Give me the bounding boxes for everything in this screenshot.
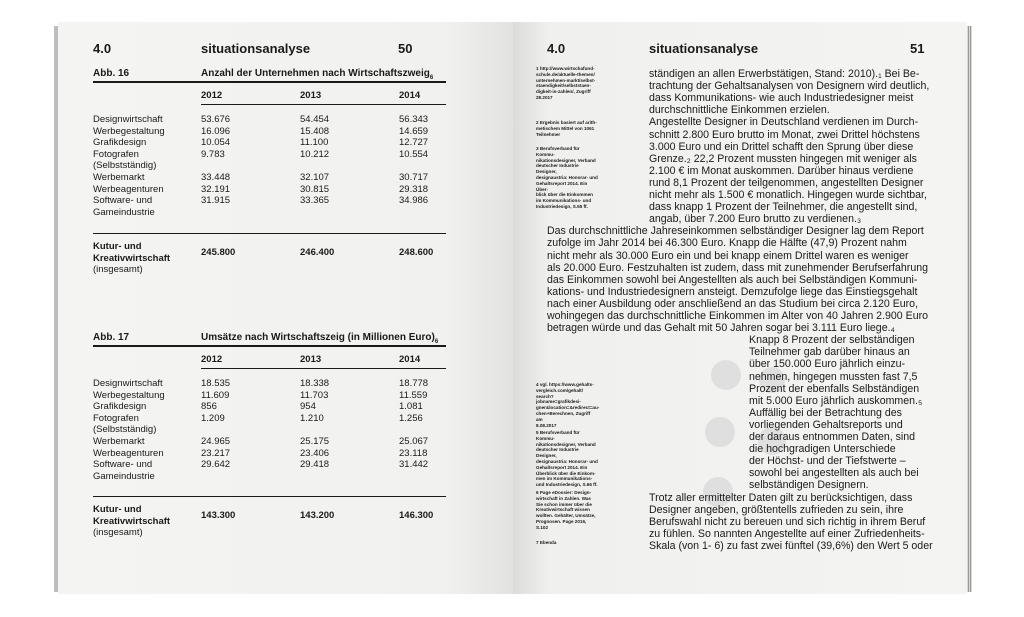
table-cell: 9.783 xyxy=(201,148,225,160)
total-label: Kutur- und xyxy=(93,241,142,252)
row-label: Grafikdesign xyxy=(93,137,147,149)
figure-title: Anzahl der Unternehmen nach Wirtschaftszweig$_6$ xyxy=(201,68,434,81)
footnote: 1 http://www.wirtschafund- schule.de/aktuelle-themen/ unternehmen-markt/selbst- staendigkeit/selbststaen- digkeit-in-zahlen/, Zugriff 28.2017 xyxy=(536,66,596,100)
row-label: Fotografen xyxy=(93,412,139,424)
table-cell: 14.659 xyxy=(399,125,429,137)
footnote: 7 Ebenda xyxy=(536,540,557,545)
row-label: (Selbstständig) xyxy=(93,424,157,436)
row-label: Software- und xyxy=(93,195,153,207)
footnote: 4 vgl. https://www.gehalts- vergleich.com/gehalt/ search?jobname=grafikdesi- gner&location=&redirect=au- chen+Berechnen, Zugriff am 8.08.2017 xyxy=(536,382,600,428)
row-label: Designwirtschaft xyxy=(93,378,163,389)
footnote: 5 Berufsverband für Kommu- nikationsdesigner, Verband deutscher Industrie Designer, designaustria: Honorar- und Gehaltsreport 2014. Ein Überblick über die Einkom- men im Kommunikations- und Industriedesign, S.66 ff. xyxy=(536,430,598,488)
table-cell: 23.118 xyxy=(399,447,428,459)
body-line: nach einer Ausbildung oder anschließend an das Studium bei circa 2.120 Euro, xyxy=(547,297,919,310)
table-cell: 11.703 xyxy=(300,389,329,401)
table-cell: 23.406 xyxy=(300,447,330,459)
body-line: durchschnittliche Einkommen erzielen. xyxy=(649,104,830,117)
body-line: über 150.000 Euro jährlich einzu- xyxy=(749,358,906,371)
table-cell: 25.067 xyxy=(399,436,429,447)
table-cell: 16.096 xyxy=(201,125,231,137)
row-label: Designwirtschaft xyxy=(93,114,163,125)
body-line: rund 8,1 Prozent der teilgenommen, angestellten Designer xyxy=(649,176,924,189)
body-line: kations- und Industriedesignern ansteigt. Demzufolge liege das Einstiegsgehalt xyxy=(547,285,918,298)
row-label: Werbegestaltung xyxy=(93,389,165,401)
table-cell: 30.717 xyxy=(399,172,429,183)
body-line: Knapp 8 Prozent der selbständigen xyxy=(749,334,915,347)
figure-label: Abb. 16 xyxy=(93,68,130,79)
body-line: selbständigen Designern. xyxy=(749,479,869,492)
body-line: Teilnehmer gab darüber hinaus an xyxy=(749,346,910,359)
table-cell: 29.418 xyxy=(300,459,330,471)
table-cell: 33.448 xyxy=(201,172,231,183)
figure-label: Abb. 17 xyxy=(93,332,130,343)
total-value: 245.800 xyxy=(201,247,236,258)
table-cell: 25.175 xyxy=(300,436,330,447)
table-cell: 54.454 xyxy=(300,114,330,125)
table-cell: 856 xyxy=(201,401,217,413)
table-cell: 11.559 xyxy=(399,389,428,401)
row-label: Software- und xyxy=(93,459,153,471)
body-line: Angestellte Designer in Deutschland verdienen im Durch- xyxy=(649,116,919,129)
total-value: 248.600 xyxy=(399,247,434,258)
body-line: nicht mehr als 1.500 € monatlich. Hingegen wurde sichtbar, xyxy=(649,189,927,201)
table-rule xyxy=(93,496,446,497)
body-line: sowohl bei angestellten als auch bei xyxy=(749,467,919,480)
table-cell: 29.642 xyxy=(201,459,231,471)
left-page xyxy=(58,22,513,594)
table-cell: 33.365 xyxy=(300,195,330,207)
row-label: Werbemarkt xyxy=(93,436,145,447)
body-line: das Einkommen sowohl bei Angestellten als auch bei Selbständigen Kommuni- xyxy=(547,273,918,286)
body-line: betragen würde und das Gehalt mit 50 Jahren sogar bei 3.111 Euro liege.₄ xyxy=(547,322,895,335)
body-line: Designer angeben, größtentells zufrieden zu sein, ihre xyxy=(649,503,904,516)
row-label: Werbegestaltung xyxy=(93,125,165,137)
body-line: zu fühlen. So nannten Angestellte auf einer Zufriedenheits- xyxy=(649,527,925,540)
table-cell: 11.609 xyxy=(201,389,230,401)
body-line: nicht mehr als 30.000 Euro ein und bei knapp einem Drittel waren es weniger xyxy=(547,249,909,262)
table-cell: 31.915 xyxy=(201,195,231,207)
decorative-circle xyxy=(705,417,735,447)
table-cell: 30.815 xyxy=(300,183,330,195)
table-cell: 954 xyxy=(300,401,316,413)
total-label: Kreativwirtschaft xyxy=(93,252,171,264)
table-cell: 11.100 xyxy=(300,137,329,149)
body-line: trachtung der Gehaltsanalysen von Designern wird deutlich, xyxy=(649,80,930,93)
total-value: 143.300 xyxy=(201,510,236,521)
table-cell: 1.210 xyxy=(300,412,324,424)
body-line: ständigen an allen Erwerbstätigen, Stand: 2010).₁ Bei Be- xyxy=(649,68,920,80)
body-line: dass Kommunikations- wie auch Industriedesigner meist xyxy=(649,92,914,105)
body-line: wohingegen das durchschnittliche Einkommen im Alter von 40 Jahren 2.900 Euro xyxy=(547,310,929,322)
total-label: (insgesamt) xyxy=(93,527,143,539)
table-cell: 32.191 xyxy=(201,183,231,195)
table-cell: 34.986 xyxy=(399,195,429,207)
table-rule xyxy=(93,233,446,234)
body-line: 3.000 Euro und ein Drittel schafft den Sprung über diese xyxy=(649,140,914,153)
body-line: Prozent der ebenfalls Selbständigen xyxy=(749,382,920,395)
chapter-number: 4.0 xyxy=(547,41,566,56)
body-line: schnitt 2.800 Euro brutto im Monat, zwei Drittel höchstens xyxy=(649,128,920,141)
table-rule xyxy=(93,345,446,347)
row-label: (Selbstständig) xyxy=(93,160,157,172)
column-header-2012: 2012 xyxy=(201,354,223,365)
column-header-2013: 2013 xyxy=(300,354,322,365)
total-label: (insgesamt) xyxy=(93,264,143,276)
table-cell: 1.256 xyxy=(399,412,423,424)
column-header-2014: 2014 xyxy=(399,354,421,365)
table-rule xyxy=(93,81,446,83)
open-book xyxy=(58,22,967,594)
body-line: nehmen, hingegen mussten fast 7,5 xyxy=(749,370,918,383)
body-line: Berufswahl nicht zu bereuen und sich richtig in ihrem Beruf xyxy=(649,515,926,528)
table-cell: 1.081 xyxy=(399,401,423,413)
table-cell: 10.212 xyxy=(300,148,330,160)
table-cell: 15.408 xyxy=(300,125,330,137)
table-cell: 56.343 xyxy=(399,114,429,125)
row-label: Gameindustrie xyxy=(93,206,155,218)
running-header: situationsanalyse xyxy=(649,41,759,56)
table-cell: 10.554 xyxy=(399,148,429,160)
column-header-2013: 2013 xyxy=(300,90,322,101)
table-cell: 31.442 xyxy=(399,459,429,471)
total-value: 143.200 xyxy=(300,510,335,521)
total-label: Kutur- und xyxy=(93,504,142,515)
chapter-number: 4.0 xyxy=(93,41,112,56)
decorative-circle xyxy=(711,360,741,390)
column-header-2012: 2012 xyxy=(201,90,223,101)
table-rule xyxy=(201,368,446,369)
running-header: situationsanalyse xyxy=(201,41,311,56)
body-line: mit 5.000 Euro jährlich auskommen.₅ xyxy=(749,394,923,407)
total-label: Kreativwirtschaft xyxy=(93,515,171,527)
body-line: angab, über 7.200 Euro brutto zu verdienen.₃ xyxy=(649,213,862,226)
body-line: Trotz aller ermittelter Daten gilt zu berücksichtigen, dass xyxy=(649,491,913,504)
table-cell: 53.676 xyxy=(201,114,231,125)
body-line: dass knapp 1 Prozent der Teilnehmer, die angestellt sind, xyxy=(649,201,918,214)
page-number: 50 xyxy=(398,41,413,56)
table-cell: 24.965 xyxy=(201,436,231,447)
page-number: 51 xyxy=(910,41,925,56)
row-label: Werbeagenturen xyxy=(93,183,164,195)
table-cell: 29.318 xyxy=(399,183,429,195)
table-cell: 18.338 xyxy=(300,378,330,389)
table-cell: 18.535 xyxy=(201,378,231,389)
row-label: Gameindustrie xyxy=(93,470,155,482)
table-cell: 18.778 xyxy=(399,378,429,389)
body-line: Grenze.₂ 22,2 Prozent mussten hingegen mit weniger als xyxy=(649,152,917,165)
footnote: 2 Ergebnis basiert auf arith- metischem Mittel von 1061 Teilnehmer xyxy=(536,120,597,137)
footnote: 3 Berufsverband für Kommu- nikationsdesigner, Verband deutscher Industrie Designer, designaustria: Honorar- und Gehaltsreport 2014. Ein Über- blick über die Einkommen im Kommunikations- und Industriedesign, S.55 ff. xyxy=(536,146,598,209)
body-line: der Höchst- und der Tiefstwerte – xyxy=(749,455,906,468)
row-label: Grafikdesign xyxy=(93,401,147,413)
table-rule xyxy=(201,104,446,105)
row-label: Werbeagenturen xyxy=(93,447,164,459)
table-cell: 12.727 xyxy=(399,137,429,149)
body-line: der daraus entnommen Daten, sind xyxy=(749,431,916,443)
table-cell: 32.107 xyxy=(300,172,330,183)
column-header-2014: 2014 xyxy=(399,90,421,101)
body-line: vorliegenden Gehaltsreports und xyxy=(749,418,903,431)
table-cell: 23.217 xyxy=(201,447,231,459)
table-cell: 1.209 xyxy=(201,412,225,424)
body-line: Das durchschnittliche Jahreseinkommen selbständiger Designer lag dem Report xyxy=(547,225,924,238)
total-value: 146.300 xyxy=(399,510,434,521)
row-label: Werbemarkt xyxy=(93,172,145,183)
body-line: 2.100 € im Monat auskommen. Darüber hinaus verdiene xyxy=(649,164,914,177)
total-value: 246.400 xyxy=(300,247,335,258)
body-line: Auffällig bei der Betrachtung des xyxy=(749,406,902,419)
body-line: Skala (von 1- 6) zu fast zwei fünftel (39,6%) den Wert 5 oder xyxy=(649,539,933,552)
right-page xyxy=(513,22,967,594)
table-cell: 10.054 xyxy=(201,137,231,149)
body-line: zufolge im Jahr 2014 bei 46.300 Euro. Knapp die Hälfte (47,9) Prozent nahm xyxy=(547,237,907,250)
footnote: 6 Page eDossier: Design- wirtschaft in Zahlen. Was Sie schon immer über die Kreativwirtschaft wissen wollten. Gehälter, Umsätze, Prognosen. Page 2016, S.102 xyxy=(536,490,596,530)
body-line: die hochgradigen Unterschiede xyxy=(749,443,896,456)
row-label: Fotografen xyxy=(93,148,139,160)
figure-title: Umsätze nach Wirtschaftszeig (in Millionen $Euro)_6$ xyxy=(201,332,439,345)
body-line: als 20.000 Euro. Festzuhalten ist zudem, dass mit zunehmender Berufserfahrung xyxy=(547,261,928,274)
